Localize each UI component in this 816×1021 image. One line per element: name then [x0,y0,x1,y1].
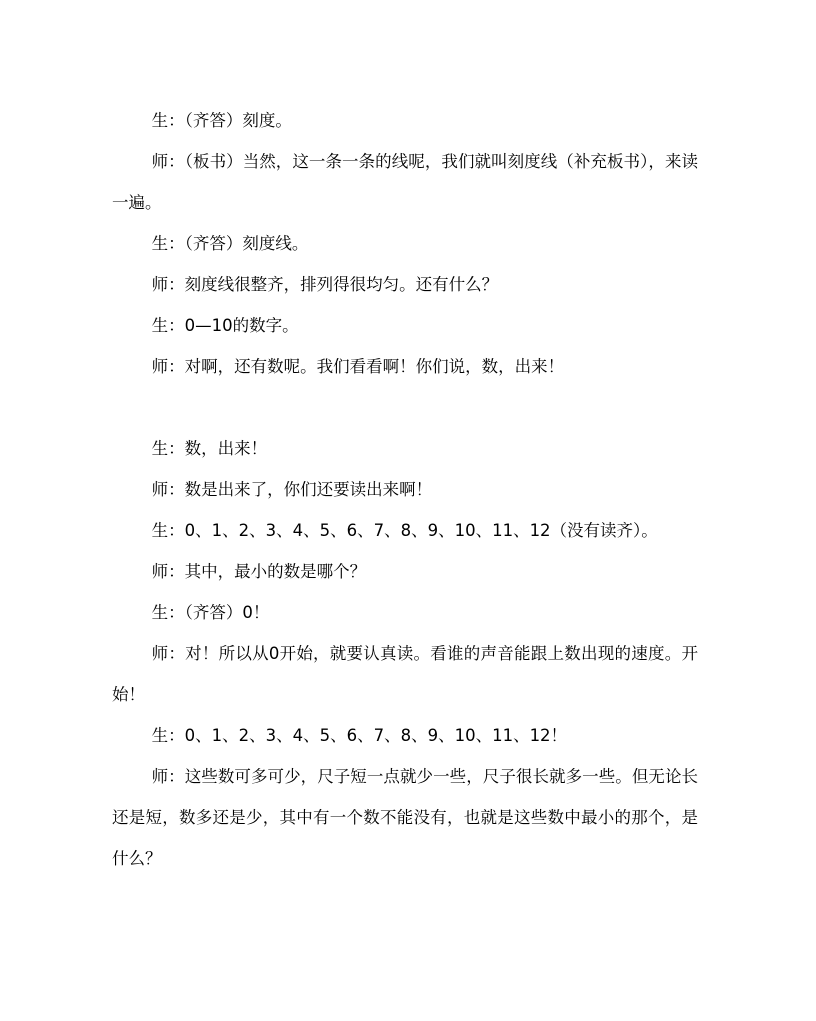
paragraph-7: 生：数，出来！ [151,439,268,458]
paragraph-11: 生：（齐答）0！ [151,603,270,622]
paragraph-14: 师：这些数可多可少，尺子短一点就少一些，尺子很长就多一些。但无论长还是短，数多还是少，其中有一个数不能没有，也就是这些数中最小的那个，是什么？ [112,767,698,868]
paragraph-4: 师：刻度线很整齐，排列得很均匀。还有什么？ [151,275,499,294]
blank-line [112,387,698,428]
paragraph-10: 师：其中，最小的数是哪个？ [151,562,367,581]
paragraph-9: 生：0、1、2、3、4、5、6、7、8、9、10、11、12（没有读齐）。 [151,521,658,540]
paragraph-3: 生：（齐答）刻度线。 [151,234,309,253]
paragraph-8: 师：数是出来了，你们还要读出来啊！ [151,480,433,499]
paragraph-6: 师：对啊，还有数呢。我们看看啊！你们说，数，出来！ [151,357,565,376]
document-body [112,100,698,879]
paragraph-5: 生：0—10的数字。 [151,316,299,335]
paragraph-13: 生：0、1、2、3、4、5、6、7、8、9、10、11、12！ [151,726,568,745]
paragraph-2: 师：（板书）当然，这一条一条的线呢，我们就叫刻度线（补充板书），来读一遍。 [112,152,698,212]
paragraph-12: 师：对！所以从0开始，就要认真读。看谁的声音能跟上数出现的速度。开始！ [112,644,698,704]
paragraph-1: 生：（齐答）刻度。 [151,111,292,130]
